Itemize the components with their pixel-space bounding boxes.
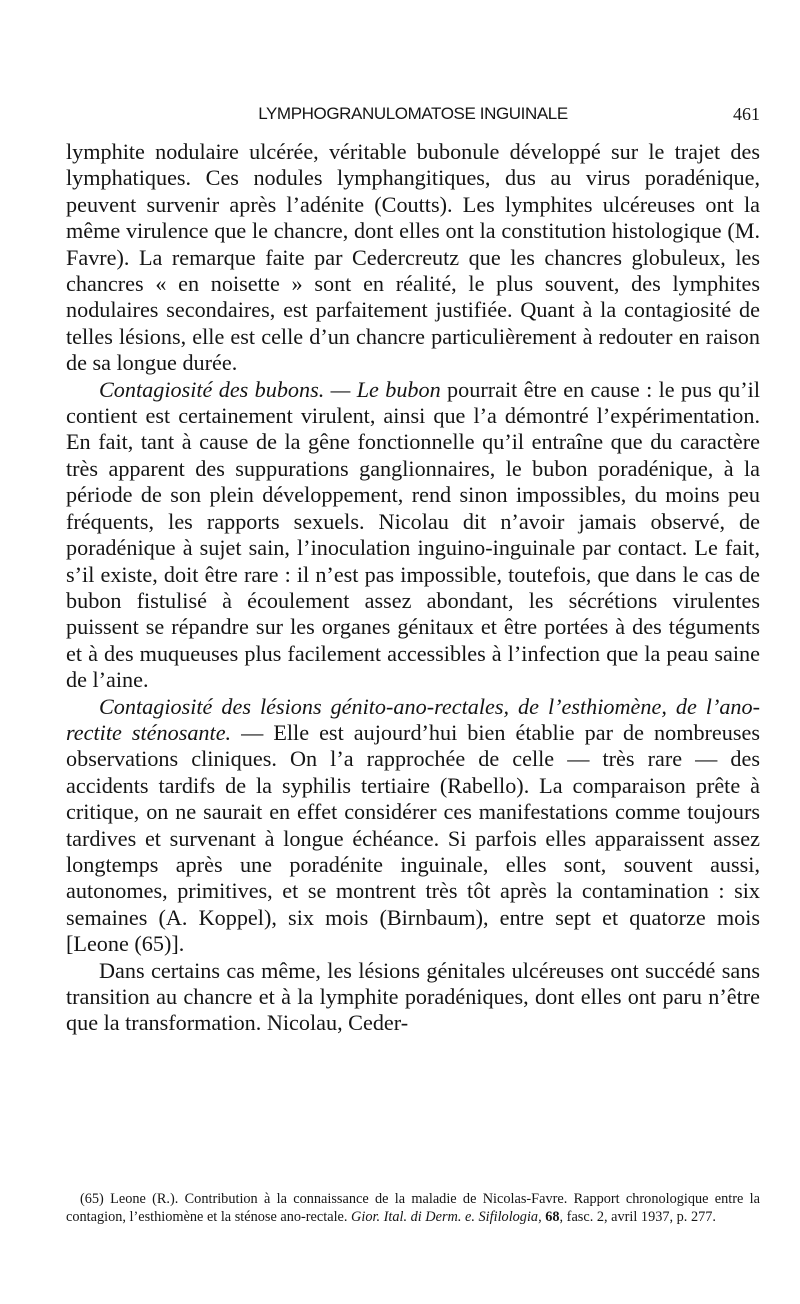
paragraph-2 (66, 377, 760, 694)
paragraph-3-lead: Contagiosité des lésions génito-ano-rectales, de l’esthiomène, de l’ano-rectite sténosante. (66, 693, 760, 745)
page-number: 461 (733, 104, 760, 124)
footnote-text-a: (65) Leone (R.). Contribution à la connaissance de la maladie de Nicolas-Favre. Rapport chronologique entre la contagion, l’esthiomène et la sténose ano-rectale. (66, 1191, 760, 1225)
body-text (66, 139, 760, 1037)
footnote-volume: 68 (545, 1209, 560, 1225)
paragraph-2-text: pourrait être en cause : le pus qu’il contient est certainement virulent, ainsi que l’a démontré l’expérimentation. En fait, tant à cause de la gêne fonctionnelle qu’il entraîne que du caractère très apparent des suppurations ganglionnaires, le bubon poradénique, à la période de son plein développement, rend sinon impossibles, du moins peu fréquents, les rapports sexuels. Nicolau dit n’avoir jamais observé, de poradénique à sujet sain, l’inoculation inguino-inguinale par contact. Le fait, s’il existe, doit être rare : il n’est pas impossible, toutefois, que dans le cas de bubon fistulisé à écoulement assez abondant, les sécrétions virulentes puissent se répandre sur les organes génitaux et être portées à des téguments et à des muqueuses plus facilement accessibles à l’infection que la peau saine de l’aine. (66, 376, 760, 693)
paragraph-1: lymphite nodulaire ulcérée, véritable bubonule développé sur le trajet des lymphatiques. Ces nodules lymphangitiques, dus au virus poradénique, peuvent survenir après l’adénite (Coutts). Les lymphites ulcéreuses ont la même virulence que le chancre, dont elles ont la constitution histologique (M. Favre). La remarque faite par Cedercreutz que les chancres globuleux, les chancres « en noisette » sont en réalité, le plus souvent, des lymphites nodulaires secondaires, est parfaitement justifiée. Quant à la contagiosité de telles lésions, elle est celle d’un chancre particulièrement à redouter en raison de sa longue durée. (66, 139, 760, 376)
footnote-journal: Gior. Ital. di Derm. e. Sifilologia, (351, 1209, 542, 1225)
paragraph-2-lead: Contagiosité des bubons. — Le bubon (99, 376, 441, 402)
paragraph-3-text: — Elle est aujourd’hui bien établie par de nombreuses observations cliniques. On l’a rapprochée de celle — très rare — des accidents tardifs de la syphilis tertiaire (Rabello). La comparaison prête à critique, on ne saurait en effet considérer ces manifestations comme toujours tardives et survenant à longue échéance. Si parfois elles apparaissent assez longtemps après une poradénite inguinale, elles sont, souvent aussi, autonomes, primitives, et se montrent très tôt après la contamination : six semaines (A. Koppel), six mois (Birnbaum), entre sept et quatorze mois [Leone (65)]. (66, 719, 760, 957)
running-header (66, 99, 760, 129)
paragraph-4: Dans certains cas même, les lésions génitales ulcéreuses ont succédé sans transition au chancre et à la lymphite poradéniques, dont elles ont paru n’être que la transformation. Nicolau, Ceder- (66, 957, 760, 1036)
running-title: LYMPHOGRANULOMATOSE INGUINALE (258, 104, 568, 123)
footnotes (66, 1190, 760, 1226)
paragraph-3 (66, 694, 760, 958)
footnote-65 (66, 1190, 760, 1226)
footnote-text-c: , fasc. 2, avril 1937, p. 277. (559, 1209, 716, 1225)
